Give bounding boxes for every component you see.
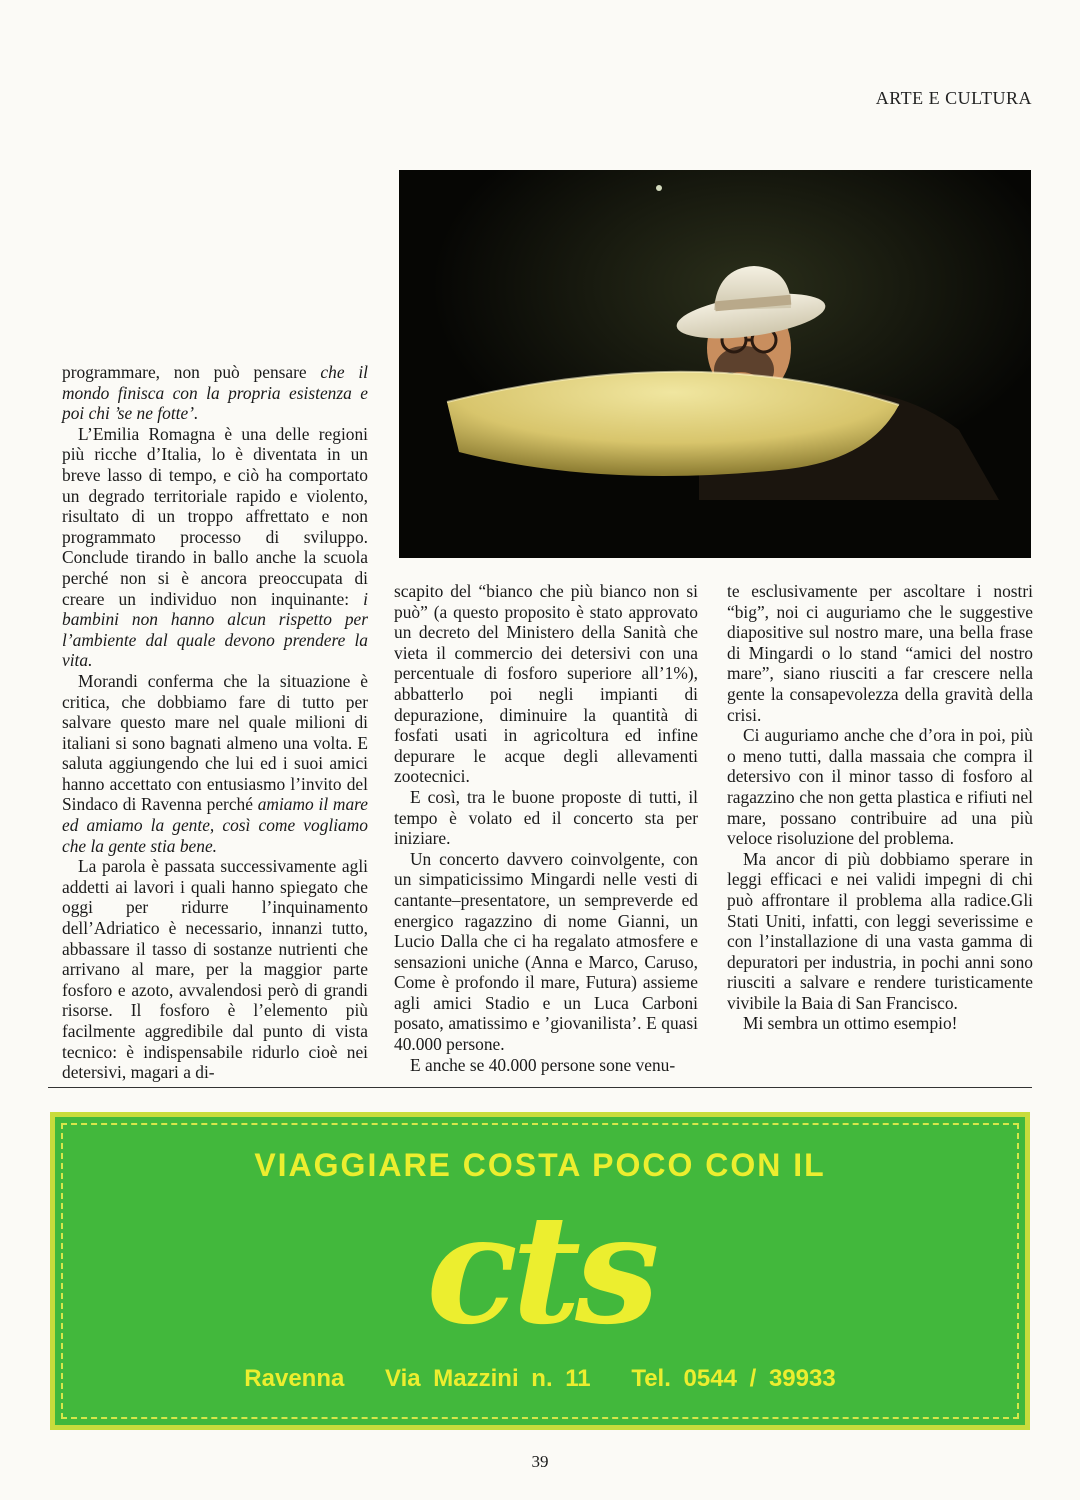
text-run: Ma ancor di più dobbiamo sperare in leggi efficaci e nei validi impegni di chi può affrontare il problema alla radice.Gli Stati Uniti, infatti, con leggi severissime e con l’installazione di una vasta gamma di depuratori per industria, in pochi anni sono riusciti a salvare e rendere turisticamente vivibile la Baia di San Francisco.: [727, 848, 1033, 1013]
paragraph: [62, 671, 368, 856]
paragraph: [394, 1055, 698, 1076]
paragraph: [727, 725, 1033, 849]
text-run: programmare, non può pensare: [62, 362, 321, 382]
paragraph: [727, 581, 1033, 725]
paragraph: [62, 362, 368, 424]
section-label: ARTE E CULTURA: [875, 88, 1032, 108]
article-column-2: [394, 581, 698, 1075]
text-run: E anche se 40.000 persone sone venu-: [410, 1054, 676, 1075]
page-number: 39: [531, 1452, 549, 1471]
divider-rule: [48, 1087, 1032, 1088]
text-run: scapito del “bianco che più bianco non si può” (a questo proposito è stato approvato un decreto del Ministero della Sanità che vieta il commercio dei detersivi con una percentuale di fosforo superiore all’1%), abbatterlo poi negli impianti di depurazione, diminuire la quantità di fosfati usati in agricoltura ed infine depurare le acque degli allevamenti zootecnici.: [394, 581, 698, 787]
concert-photo: [399, 170, 1031, 558]
italic-quote: i bambini non hanno alcun rispetto per l’ambiente dal quale devono prendere la vita.: [62, 588, 368, 671]
paragraph: [727, 849, 1033, 1014]
text-run: Morandi conferma che la situazione è critica, che dobbiamo fare di tutto per salvare questo mare nel quale milioni di italiani si sono bagnati almeno una volta. E saluta aggiungendo che lui ed i suoi amici hanno accettato con entusiasmo l’invito del Sindaco di Ravenna perché: [62, 670, 368, 815]
paragraph: [394, 787, 698, 849]
italic-quote: che il mondo finisca con la propria esistenza e poi chi ’se ne fotte’.: [62, 362, 368, 424]
ad-address: Via Mazzini n. 11: [385, 1365, 591, 1392]
singer-photo-illustration: [399, 170, 1031, 558]
text-run: Un concerto davvero coinvolgente, con un simpaticissimo Mingardi nelle vesti di cantante–presentatore, un sempreverde ed energico ragazzino di nome Gianni, un Lucio Dalla che ci ha regalato atmosfere e sensazioni uniche (Anna e Marco, Caruso, Come è profondo il mare, Futura) assieme agli amici Stadio e un Luca Carboni posato, amatissimo e ’giovanilista’. E quasi 40.000 persone.: [394, 848, 698, 1055]
text-run: te esclusivamente per ascoltare i nostri “big”, noi ci auguriamo che le suggestive diapositive sul nostro mare, una bella frase di Mingardi o lo stand “amici del nostro mare”, siano riusciti a far crescere nella gente la consapevolezza della gravità della crisi.: [727, 581, 1033, 725]
cts-logo: cts: [426, 1182, 654, 1358]
paragraph: [394, 849, 698, 1055]
paragraph: [394, 581, 698, 787]
paragraph: [62, 424, 368, 671]
paragraph: [727, 1013, 1033, 1034]
article-column-3: [727, 581, 1033, 1034]
paragraph: [62, 856, 368, 1083]
ad-contact-line: [55, 1365, 1025, 1393]
article-column-1: [62, 362, 368, 1083]
ad-headline: VIAGGIARE COSTA POCO CON IL: [254, 1147, 826, 1183]
text-run: E così, tra le buone proposte di tutti, il tempo è volato ed il concerto sta per iniziare.: [394, 786, 698, 849]
text-run: Mi sembra un ottimo esempio!: [743, 1013, 958, 1034]
text-run: Ci auguriamo anche che d’ora in poi, più o meno tutti, dalla massaia che compra il detersivo con il minor tasso di fosforo al ragazzino che non getta plastica e rifiuti nel mare, possano contribuire ad una più veloce risoluzione del problema.: [727, 725, 1033, 849]
text-run: La parola è passata successivamente agli addetti ai lavori i quali hanno spiegato che oggi per ridurre l’inquinamento dell’Adriatico è necessario, innanzi tutto, abbassare il tasso di sostanze nutrienti che arrivano al mare, per la maggior parte fosforo e azoto, avvalendosi però di grandi risorse. Il fosforo è l’elemento più facilmente aggredibile dal punto di vista tecnico: è indispensabile ridurlo cioè nei detersivi, magari a di-: [62, 856, 368, 1083]
text-run: L’Emilia Romagna è una delle regioni più ricche d’Italia, lo è diventata in un breve lasso di tempo, e ciò ha comportato un degrado territoriale rapido e violento, risultato di un troppo affrettato e non programmato processo di sviluppo. Conclude tirando in ballo anche la scuola perché non si è ancora preoccupata di creare un individuo non inquinante:: [62, 423, 368, 609]
ad-city: Ravenna: [244, 1365, 345, 1392]
cts-advertisement: [50, 1112, 1030, 1430]
ad-phone: Tel. 0544 / 39933: [631, 1365, 836, 1392]
italic-quote: amiamo il mare ed amiamo la gente, così come vogliamo che la gente stia bene.: [62, 794, 368, 856]
